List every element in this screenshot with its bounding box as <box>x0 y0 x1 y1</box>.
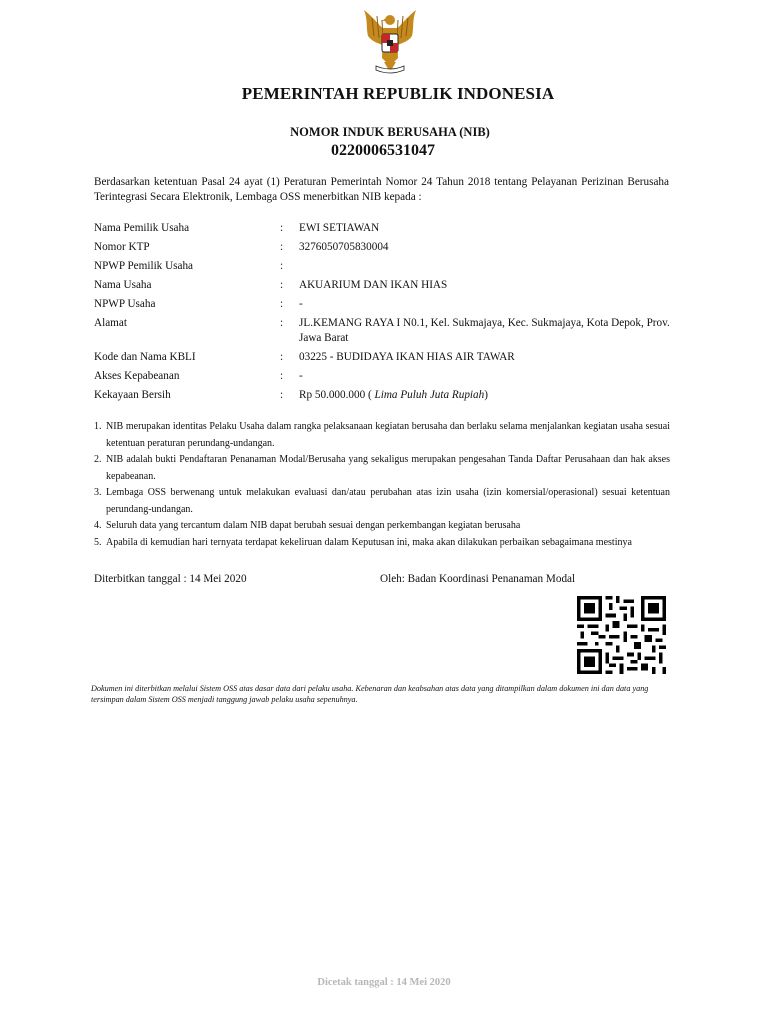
field-ktp-number <box>94 240 674 255</box>
field-colon: : <box>280 260 284 272</box>
nib-number: 0220006531047 <box>331 142 435 159</box>
field-label: Kode dan Nama KBLI <box>94 351 196 363</box>
note-item <box>94 452 670 485</box>
field-value: - <box>299 298 303 310</box>
note-number: 5. <box>94 536 102 548</box>
wealth-words: Lima Puluh Juta Rupiah <box>371 389 485 401</box>
field-value: 03225 - BUDIDAYA IKAN HIAS AIR TAWAR <box>299 351 515 363</box>
field-colon: : <box>280 279 284 291</box>
note-text: NIB adalah bukti Pendaftaran Penanaman Modal/Berusaha yang sekaligus merupakan pengesahan Tanda Daftar Perusahaan dan hak akses kepabeanan. <box>106 454 670 482</box>
note-number: 1. <box>94 421 102 432</box>
note-item <box>94 485 670 518</box>
field-label: NPWP Usaha <box>94 298 156 310</box>
qr-code-icon <box>577 596 666 674</box>
note-text: Lembaga OSS berwenang untuk melakukan evaluasi dan/atau perubahan atas izin usaha (izin komersial/operasional) sesuai ketentuan perundang-undangan. <box>106 487 670 515</box>
field-value: EWI SETIAWAN <box>299 222 380 234</box>
field-business-name <box>94 278 674 293</box>
field-label: Nomor KTP <box>94 241 150 253</box>
field-colon: : <box>280 389 284 401</box>
field-value: JL.KEMANG RAYA I N0.1, Kel. Sukmajaya, Kec. Sukmajaya, Kota Depok, Prov. Jawa Barat <box>299 317 670 344</box>
field-business-npwp <box>94 297 674 312</box>
field-colon: : <box>280 370 284 382</box>
field-address <box>94 316 674 346</box>
note-text: Seluruh data yang tercantum dalam NIB dapat berubah sesuai dengan perkembangan kegiatan berusaha <box>106 520 521 531</box>
issued-date: Diterbitkan tanggal : 14 Mei 2020 <box>94 573 247 585</box>
field-colon: : <box>280 298 284 310</box>
note-number: 2. <box>94 454 102 465</box>
note-number: 4. <box>94 520 102 531</box>
note-item <box>94 535 670 552</box>
field-owner-name <box>94 221 674 236</box>
field-value: - <box>299 370 303 382</box>
government-title: PEMERINTAH REPUBLIK INDONESIA <box>241 84 555 103</box>
note-text: NIB merupakan identitas Pelaku Usaha dalam rangka pelaksanaan kegiatan berusaha dan berlaku selama menjalankan kegiatan usaha sesuai ketentuan peraturan perundang-undangan. <box>106 421 670 449</box>
garuda-pancasila-emblem-icon <box>350 6 430 76</box>
issuer: Oleh: Badan Koordinasi Penanaman Modal <box>380 573 576 585</box>
note-text: Apabila di kemudian hari ternyata terdapat kekeliruan dalam Keputusan ini, maka akan dilakukan perbaikan sebagaimana mestinya <box>106 536 632 548</box>
field-colon: : <box>280 351 284 363</box>
field-colon: : <box>280 222 284 234</box>
notes-list <box>94 419 670 551</box>
wealth-amount: Rp 50.000.000 ( <box>299 389 372 401</box>
field-colon: : <box>280 317 284 329</box>
applicant-fields <box>94 221 674 407</box>
note-item <box>94 518 670 535</box>
field-label: Nama Usaha <box>94 279 152 291</box>
field-value <box>299 388 674 403</box>
field-label: NPWP Pemilik Usaha <box>94 260 194 272</box>
nib-label: NOMOR INDUK BERUSAHA (NIB) <box>290 125 490 139</box>
field-label: Akses Kepabeanan <box>94 370 180 382</box>
note-item <box>94 419 670 452</box>
field-net-wealth <box>94 388 674 403</box>
printed-date: Dicetak tanggal : 14 Mei 2020 <box>317 977 451 988</box>
field-label: Alamat <box>94 317 127 329</box>
wealth-close: ) <box>484 389 488 401</box>
field-value: 3276050705830004 <box>299 241 389 253</box>
note-number: 3. <box>94 487 102 498</box>
field-kbli <box>94 350 674 365</box>
field-value: AKUARIUM DAN IKAN HIAS <box>299 279 448 291</box>
field-customs-access <box>94 369 674 384</box>
field-owner-npwp <box>94 259 674 274</box>
field-colon: : <box>280 241 284 253</box>
field-label: Kekayaan Bersih <box>94 389 171 401</box>
intro-paragraph: Berdasarkan ketentuan Pasal 24 ayat (1) Peraturan Pemerintah Nomor 24 Tahun 2018 tentang Pelayanan Perizinan Berusaha Terintegrasi Secara Elektronik, Lembaga OSS menerbitkan NIB kepada : <box>94 176 669 203</box>
disclaimer: Dokumen ini diterbitkan melalui Sistem OSS atas dasar data dari pelaku usaha. Kebenaran dan keabsahan atas data yang ditampilkan dalam dokumen ini dan data yang tersimpan dalam Sistem OSS menjadi tanggung jawab pelaku usaha sepenuhnya. <box>91 684 649 704</box>
field-label: Nama Pemilik Usaha <box>94 222 190 234</box>
field-value <box>299 259 674 274</box>
